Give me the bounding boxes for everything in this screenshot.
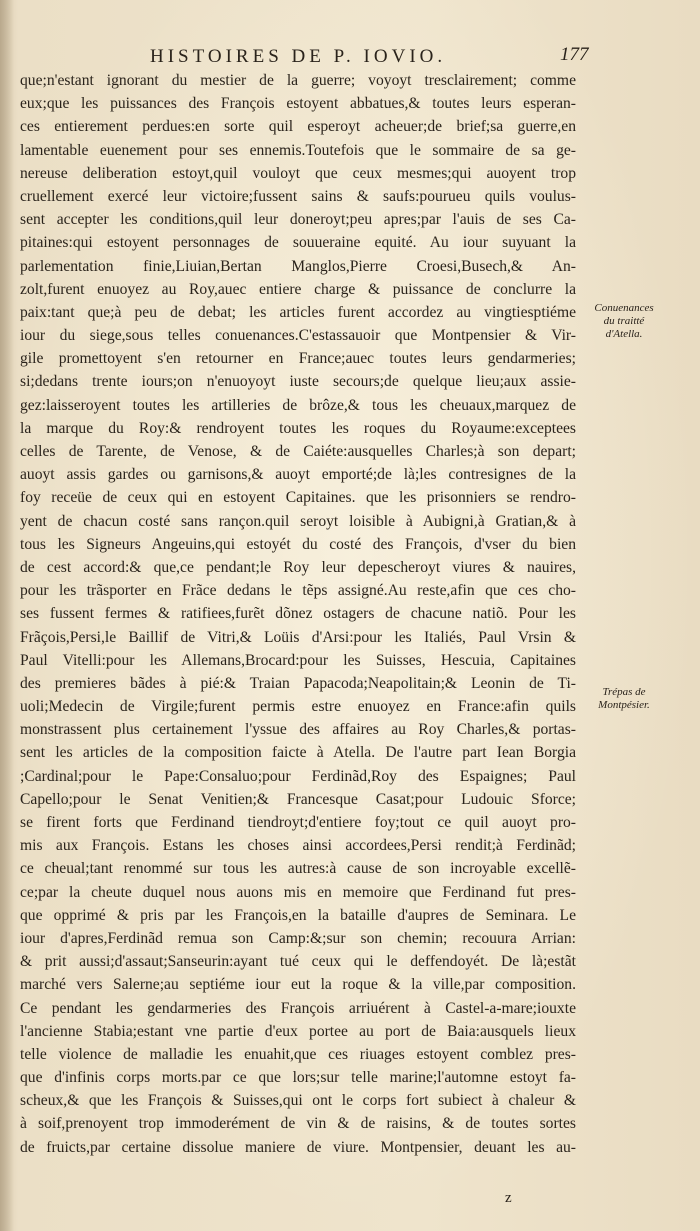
signature-mark: z (505, 1190, 512, 1206)
text-line: que d'infinis corps morts.par ce que lors;sur telle marine;l'automne estoyt fa- (20, 1069, 576, 1087)
page-gutter-shadow (0, 0, 14, 1231)
text-line: que;n'estant ignorant du mestier de la guerre; voyoyt tresclairement; comme (20, 72, 576, 89)
text-line: marché vers Salerne;au septiéme iour eut la roque & la ville,par composition. (20, 976, 576, 994)
text-line: si;dedans trente iours;on n'enuoyoyt iuste secours;de quelque lieu;aux assie- (20, 373, 576, 391)
text-line: mis aux François. Estans les choses ainsi accordees,Persi rendit;à Ferdinãd; (20, 837, 576, 855)
text-line: auoyt assis gardes ou garnisons,& auoyt emporté;de là;les contresignes de la (20, 466, 576, 484)
margin-note-line: Trépas de (602, 686, 646, 698)
margin-note-line: Conuenances (594, 302, 654, 314)
text-line: lamentable euenement pour ses ennemis.Toutefois que le sommaire de sa ge- (20, 141, 576, 159)
text-line: telle violence de malladie les enuahit,que ces riuages estoyent comblez pres- (20, 1045, 576, 1063)
text-line: parlementation finie,Liuian,Bertan Manglos,Pierre Croesi,Busech,& An- (20, 257, 576, 275)
text-line: iour du siege,sous telles conuenances.C'estassauoir que Montpensier & Vir- (20, 327, 576, 345)
text-line: à soif,prenoyent trop immoderément de vin & de raisins, & de toutes sortes (20, 1115, 576, 1133)
text-line: & prit aussi;d'assaut;Sanseurin:ayant tué ceux qui le deffendoyét. De là;estãt (20, 953, 576, 971)
text-line: des premieres bãdes à pié:& Traian Papacoda;Neapolitain;& Leonin de Ti- (20, 674, 576, 692)
text-line: nereuse deliberation estoyt,quil vouloyt que ceux mesmes;qui auoyent trop (20, 164, 576, 182)
text-line: Paul Vitelli:pour les Allemans,Brocard:pour les Suisses, Hescuia, Capitaines (20, 651, 576, 669)
text-line: scheux,& que les François & Suisses,qui ont le corps fort subiect à chaleur & (20, 1092, 576, 1110)
margin-note-line: Montpésier. (598, 699, 650, 711)
text-line: ces entierement perdues:en sorte quil esperoyt acheuer;de brief;sa guerre,en (20, 118, 576, 136)
text-line: sent accepter les conditions,quil leur doneroyt;peu apres;par l'auis de ses Ca- (20, 211, 576, 229)
text-line: pour les trãsporter en Frãce dedans le tẽps assigné.Au reste,afin que ces cho- (20, 582, 576, 600)
page-number: 177 (560, 44, 589, 65)
text-line: zolt,furent enuoyez au Roy,auec entiere charge & puissance de conclurre la (20, 280, 576, 298)
text-line: de fruicts,par certaine dissolue maniere de viure. Montpensier, deuant les au- (20, 1138, 576, 1156)
text-line: gile promettoyent s'en retourner en France;auec toutes leurs gendarmeries; (20, 350, 576, 368)
text-line: pitaines:qui estoyent personnages de souueraine equité. Au iour suyuant la (20, 234, 576, 252)
text-line: tous les Signeurs Angeuins,qui estoyét du costé des François, d'vser du bien (20, 535, 576, 553)
margin-note-trepas (578, 686, 670, 712)
text-line: l'ancienne Stabia;estant vne partie d'eux portee au port de Baia:ausquels lieux (20, 1022, 576, 1040)
text-line: de cest accord:& que,ce pendant;le Roy leur depescheroyt viures & nauires, (20, 558, 576, 576)
margin-note-conuenances (578, 302, 670, 341)
text-line: ses fussent fermes & ratifiees,furẽt dõnez ostagers de chacune natiõ. Pour les (20, 605, 576, 623)
text-line: ce;par la cheute duquel nous auons mis en memoire que Ferdinand fut pres- (20, 883, 576, 901)
margin-note-line: d'Atella. (605, 328, 643, 340)
text-line: que opprimé & pris par les François,en la bataille d'aupres de Seminara. Le (20, 906, 576, 924)
text-line: eux;que les puissances des François estoyent abbatues,& toutes leurs esperan- (20, 95, 576, 113)
running-head: HISTOIRES DE P. IOVIO. (150, 46, 447, 67)
text-line: Ce pendant les gendarmeries des François arriuérent à Castel-a-mare;iouxte (20, 999, 576, 1017)
text-line: iour d'apres,Ferdinãd remua son Camp:&;sur son chemin; recouura Arrian: (20, 929, 576, 947)
text-line: ;Cardinal;pour le Pape:Consaluo;pour Ferdinãd,Roy des Espaignes; Paul (20, 767, 576, 785)
text-line: Frãçois,Persi,le Baillif de Vitri,& Loüis d'Arsi:pour les Italiés, Paul Vrsin & (20, 628, 576, 646)
text-line: foy receüe de ceux qui en estoyent Capitaines. que les prisonniers se rendro- (20, 489, 576, 507)
text-line: ce cheual;tant renommé sur tous les autres:à cause de son incroyable excellẽ- (20, 860, 576, 878)
text-line: monstrassent plus certainement l'yssue des affaires au Roy Charles,& portas- (20, 721, 576, 739)
body-text (20, 69, 576, 1159)
text-line: yent de chacun costé sans rançon.quil seroyt loisible à Aubigni,à Gratian,& à (20, 512, 576, 530)
text-line: paix:tant que;à peu de debat; les articles furent accordez au vingtiesptiéme (20, 303, 576, 321)
text-line: sent les articles de la composition faicte à Atella. De l'autre part Iean Borgia (20, 744, 576, 762)
text-line: la marque du Roy:& rendroyent toutes les roques du Royaume:exceptees (20, 419, 576, 437)
margin-note-line: du traitté (603, 315, 645, 327)
text-line: se firent forts que Ferdinand tiendroyt;d'entiere foy;tout ce quil auoyt pro- (20, 814, 576, 831)
text-line: celles de Tarente, de Venose, & de Caiéte:ausquelles Charles;à son depart; (20, 443, 576, 460)
text-line: Capello;pour le Senat Venitien;& Francesque Casat;pour Ludouic Sforce; (20, 790, 576, 808)
text-line: gez:laisseroyent toutes les artilleries de brôze,& tous les cheuaux,marquez de (20, 396, 576, 414)
text-line: uoli;Medecin de Virgile;furent permis estre enuoyez en France:afin quils (20, 698, 576, 716)
text-line: cruellement exercé leur victoire;fussent sains & saufs:pourueu quils voulus- (20, 187, 576, 205)
